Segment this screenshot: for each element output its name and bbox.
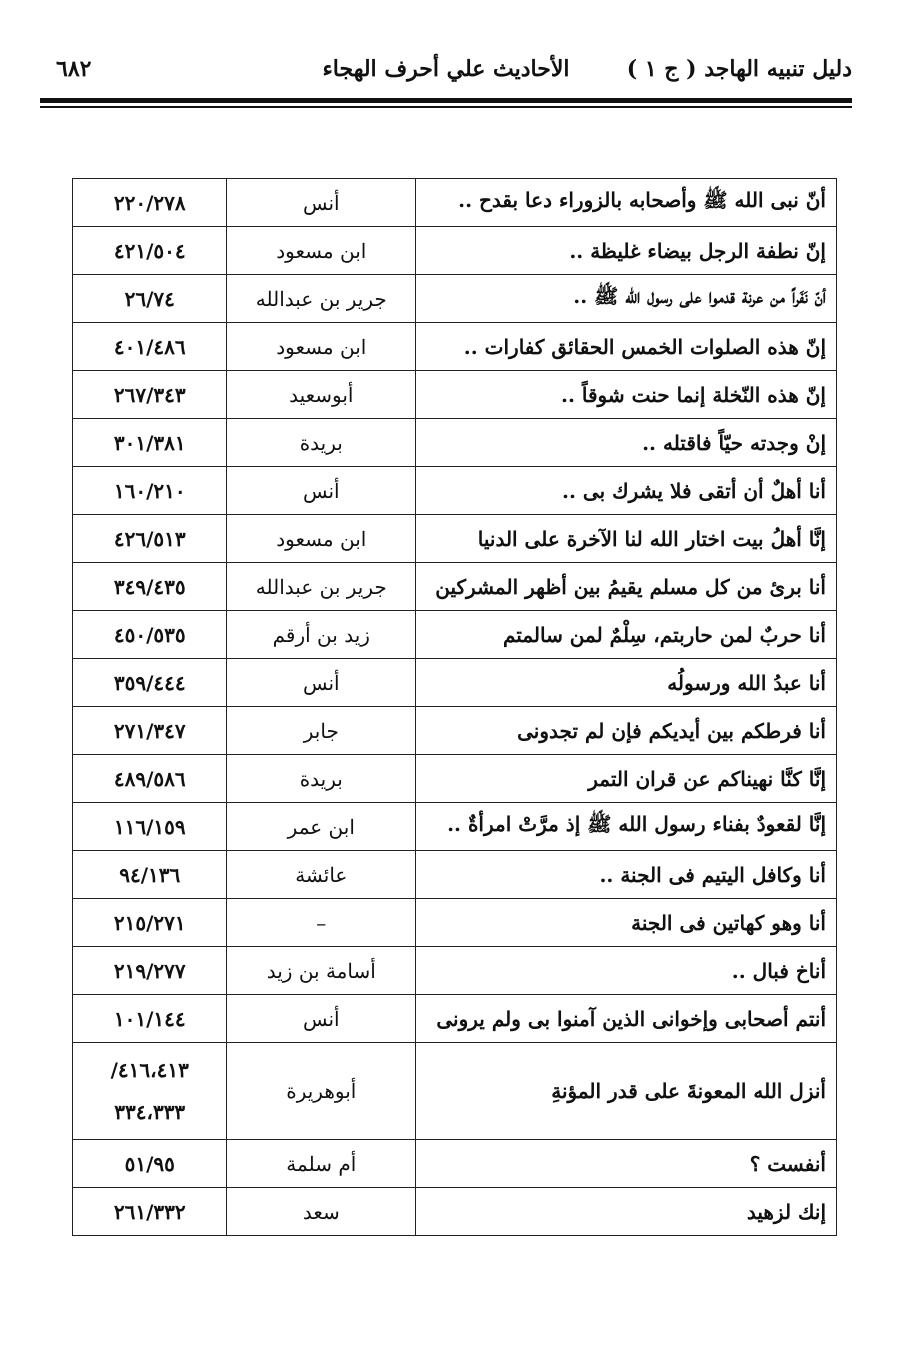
table-row xyxy=(73,371,837,419)
table-row xyxy=(73,1188,837,1236)
hadith-text: إنّ نطفة الرجل بيضاء غليظة .. xyxy=(416,227,837,275)
hadith-text: إنك لزهيد xyxy=(416,1188,837,1236)
narrator: أنس xyxy=(227,659,416,707)
narrator: جرير بن عبدالله xyxy=(227,563,416,611)
table-row xyxy=(73,1043,837,1140)
reference: ٣٤٩/٤٣٥ xyxy=(73,563,227,611)
table-row xyxy=(73,179,837,227)
narrator: أنس xyxy=(227,179,416,227)
page-header xyxy=(40,52,852,92)
hadith-text: أنا وهو كهاتين فى الجنة xyxy=(416,899,837,947)
reference: ١١٦/١٥٩ xyxy=(73,803,227,851)
reference xyxy=(73,1043,227,1140)
reference: ٤٢١/٥٠٤ xyxy=(73,227,227,275)
hadith-text: إنّ هذه الصلوات الخمس الحقائق كفارات .. xyxy=(416,323,837,371)
narrator: أنس xyxy=(227,995,416,1043)
hadith-text: أنّ نبى الله ﷺ وأصحابه بالزوراء دعا بقدح .. xyxy=(416,179,837,227)
hadith-text: أنا عبدُ الله ورسولُه xyxy=(416,659,837,707)
table-row xyxy=(73,659,837,707)
narrator: – xyxy=(227,899,416,947)
book-title: دليل تنبيه الهاجد ( ج ١ ) xyxy=(626,56,852,82)
narrator: ابن مسعود xyxy=(227,323,416,371)
reference: ٢٧١/٣٤٧ xyxy=(73,707,227,755)
hadith-text: أنا برئ من كل مسلم يقيمُ بين أظهر المشركين xyxy=(416,563,837,611)
table-row xyxy=(73,275,837,323)
reference: ٢٦/٧٤ xyxy=(73,275,227,323)
reference: ٢٢٠/٢٧٨ xyxy=(73,179,227,227)
reference: ٤٥٠/٥٣٥ xyxy=(73,611,227,659)
table-row xyxy=(73,515,837,563)
reference: ٢١٩/٢٧٧ xyxy=(73,947,227,995)
table-row xyxy=(73,467,837,515)
table-row xyxy=(73,899,837,947)
hadith-text: أنفست ؟ xyxy=(416,1140,837,1188)
narrator: ابن مسعود xyxy=(227,515,416,563)
narrator: أنس xyxy=(227,467,416,515)
hadith-text: أنزل الله المعونةَ على قدر المؤنةِ xyxy=(416,1043,837,1140)
hadith-text: إنَّا لقعودٌ بفناء رسول الله ﷺ إذ مرَّتْ امرأةٌ .. xyxy=(416,803,837,851)
narrator: جرير بن عبدالله xyxy=(227,275,416,323)
hadith-text: أنا فرطكم بين أيديكم فإن لم تجدونى xyxy=(416,707,837,755)
section-title: الأحاديث علي أحرف الهجاء xyxy=(322,56,570,82)
table-row xyxy=(73,323,837,371)
reference: ١٠١/١٤٤ xyxy=(73,995,227,1043)
reference: ٤٨٩/٥٨٦ xyxy=(73,755,227,803)
page-number: ٦٨٢ xyxy=(56,56,92,82)
hadith-text: إنَّا أهلُ بيت اختار الله لنا الآخرة على الدنيا xyxy=(416,515,837,563)
reference: ٣٥٩/٤٤٤ xyxy=(73,659,227,707)
narrator: جابر xyxy=(227,707,416,755)
table-row xyxy=(73,563,837,611)
hadith-text: أنا حربٌ لمن حاربتم، سِلْمٌ لمن سالمتم xyxy=(416,611,837,659)
reference: ٢٦٧/٣٤٣ xyxy=(73,371,227,419)
table-row xyxy=(73,851,837,899)
reference: ٣٠١/٣٨١ xyxy=(73,419,227,467)
hadith-text: إنّ هذه النّخلة إنما حنت شوقاً .. xyxy=(416,371,837,419)
reference-line-1: ٤١٦،٤١٣/ xyxy=(110,1058,189,1082)
narrator: زيد بن أرقم xyxy=(227,611,416,659)
narrator: أم سلمة xyxy=(227,1140,416,1188)
table-row xyxy=(73,611,837,659)
narrator: عائشة xyxy=(227,851,416,899)
narrator: بريدة xyxy=(227,419,416,467)
table-row xyxy=(73,947,837,995)
table-row xyxy=(73,227,837,275)
narrator: بريدة xyxy=(227,755,416,803)
table-row xyxy=(73,419,837,467)
hadith-text: إنَّا كنَّا نهيناكم عن قران التمر xyxy=(416,755,837,803)
header-rule-thin xyxy=(40,106,852,108)
header-rule-thick xyxy=(40,98,852,103)
table-row xyxy=(73,803,837,851)
narrator: أبوهريرة xyxy=(227,1043,416,1140)
reference: ٥١/٩٥ xyxy=(73,1140,227,1188)
reference: ٢١٥/٢٧١ xyxy=(73,899,227,947)
reference: ٤٢٦/٥١٣ xyxy=(73,515,227,563)
table-row xyxy=(73,1140,837,1188)
narrator: سعد xyxy=(227,1188,416,1236)
reference: ٤٠١/٤٨٦ xyxy=(73,323,227,371)
narrator: ابن عمر xyxy=(227,803,416,851)
narrator: أبوسعيد xyxy=(227,371,416,419)
narrator: أسامة بن زيد xyxy=(227,947,416,995)
hadith-text: أناخ فبال .. xyxy=(416,947,837,995)
reference: ٢٦١/٣٣٢ xyxy=(73,1188,227,1236)
table-row xyxy=(73,995,837,1043)
hadith-text: أنا أهلٌ أن أتقى فلا يشرك بى .. xyxy=(416,467,837,515)
reference: ٩٤/١٣٦ xyxy=(73,851,227,899)
hadith-text: أنّ نَفَراً من عرنة قدموا على رسول الله ﷺ .. xyxy=(416,275,837,323)
narrator: ابن مسعود xyxy=(227,227,416,275)
reference: ١٦٠/٢١٠ xyxy=(73,467,227,515)
hadith-index-table xyxy=(72,178,837,1236)
reference-line-2: ٣٣٤،٣٣٣ xyxy=(114,1100,186,1124)
hadith-text: إنْ وجدته حيّاً فاقتله .. xyxy=(416,419,837,467)
hadith-text: أنا وكافل اليتيم فى الجنة .. xyxy=(416,851,837,899)
table-row xyxy=(73,707,837,755)
hadith-text: أنتم أصحابى وإخوانى الذين آمنوا بى ولم يرونى xyxy=(416,995,837,1043)
table-row xyxy=(73,755,837,803)
